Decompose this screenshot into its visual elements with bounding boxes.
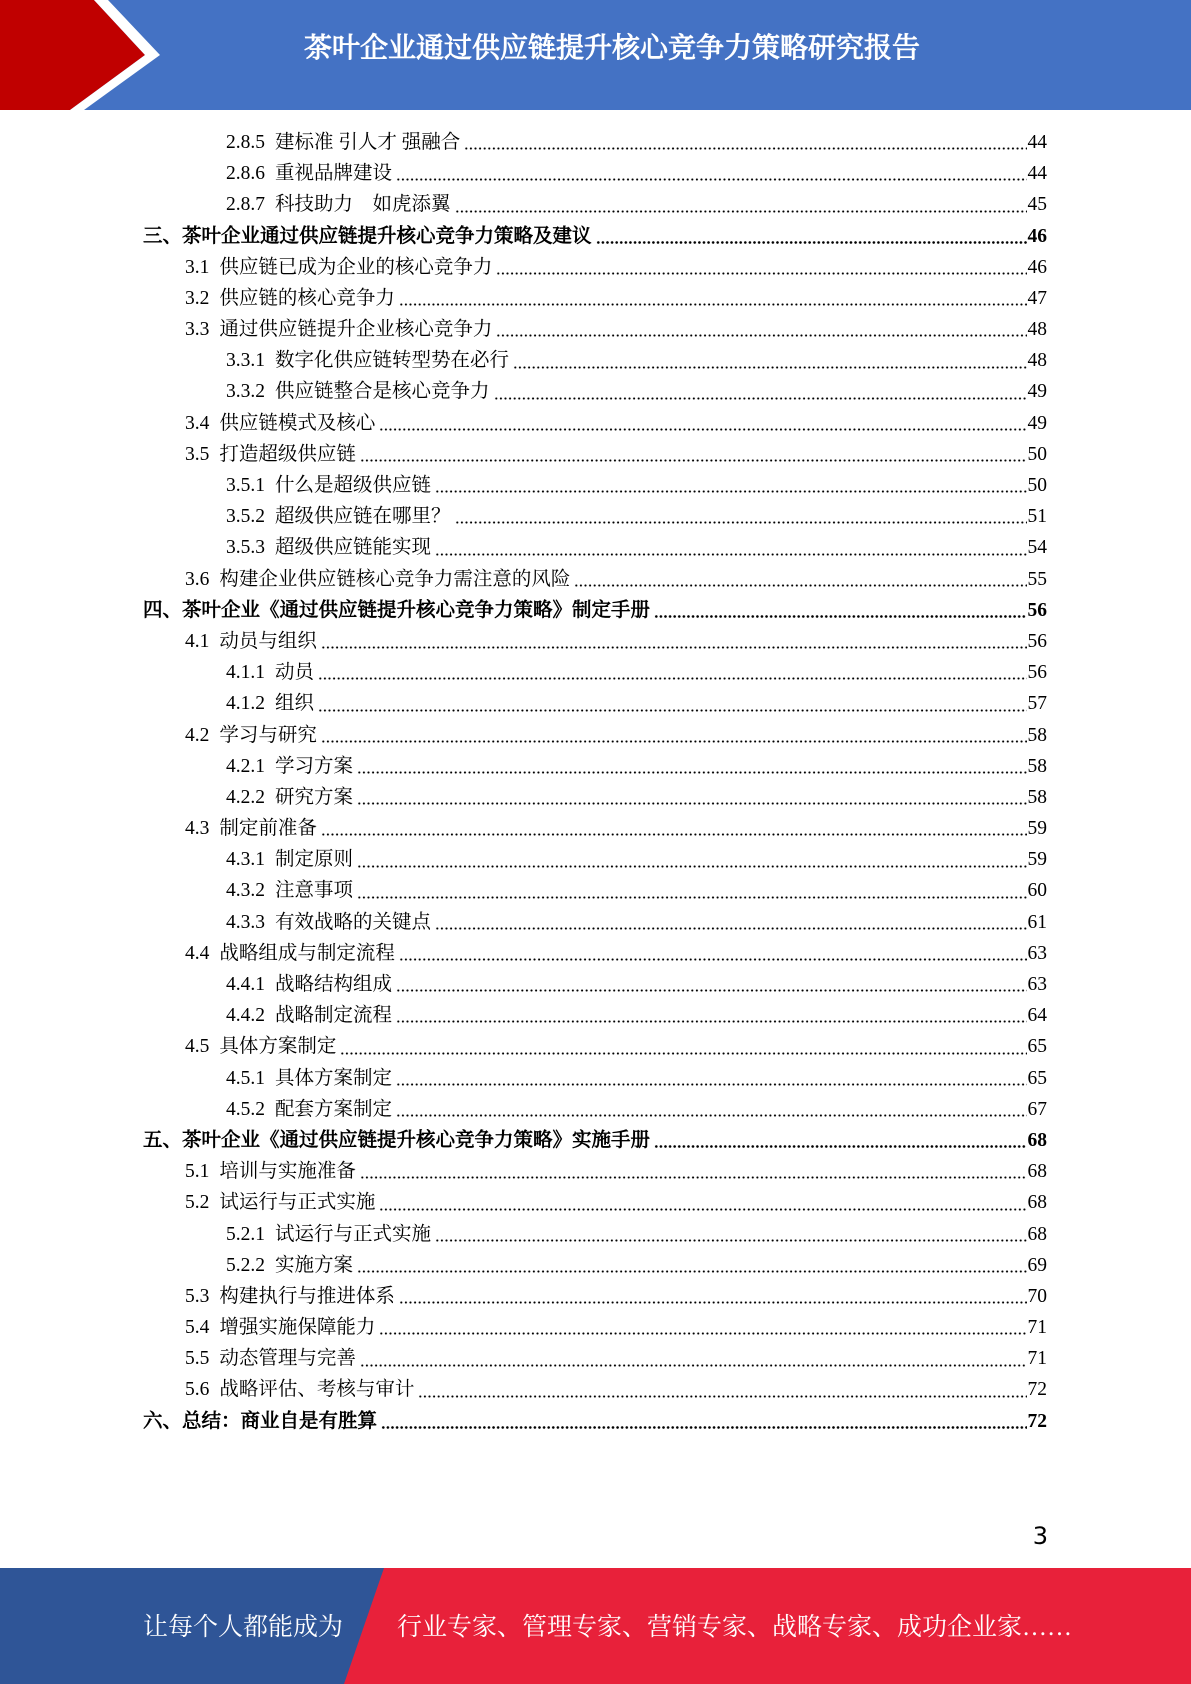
toc-subsection-entry[interactable]	[143, 844, 1047, 875]
toc-section-entry[interactable]	[143, 626, 1047, 657]
toc-entry-page: 56	[1027, 599, 1047, 621]
toc-entry-number: 三、	[143, 225, 183, 247]
toc-entry-title: 数字化供应链转型势在必行	[275, 350, 510, 372]
dot-leader	[357, 896, 1026, 899]
toc-entry-page: 68	[1027, 1223, 1047, 1245]
toc-section-entry[interactable]	[143, 1312, 1047, 1343]
toc-section-entry[interactable]	[143, 314, 1047, 345]
toc-subsection-entry[interactable]	[143, 470, 1047, 501]
toc-entry-title: 供应链整合是核心竞争力	[275, 381, 490, 403]
dot-leader	[464, 147, 1026, 150]
toc-entry-page: 44	[1027, 163, 1047, 185]
toc-entry-number: 3.5.3	[226, 537, 265, 559]
toc-subsection-entry[interactable]	[143, 1063, 1047, 1094]
toc-entry-title: 有效战略的关键点	[275, 911, 432, 933]
toc-entry-title: 战略制定流程	[275, 1005, 393, 1027]
toc-entry-page: 49	[1027, 381, 1047, 403]
dot-leader	[379, 1332, 1026, 1335]
toc-entry-page: 54	[1027, 537, 1047, 559]
toc-entry-number: 3.3.2	[226, 381, 265, 403]
toc-entry-page: 68	[1027, 1161, 1047, 1183]
toc-entry-number: 4.1.1	[226, 662, 265, 684]
dot-leader	[435, 1239, 1026, 1242]
dot-leader	[513, 366, 1026, 369]
footer-slogan: 让每个人都能成为	[143, 1614, 344, 1641]
toc-entry-title: 茶叶企业《通过供应链提升核心竞争力策略》实施手册	[182, 1129, 651, 1151]
toc-entry-title: 构建企业供应链核心竞争力需注意的风险	[219, 568, 571, 590]
toc-entry-page: 58	[1027, 724, 1047, 746]
dot-leader	[496, 334, 1026, 337]
toc-subsection-entry[interactable]	[143, 127, 1047, 158]
toc-entry-page: 48	[1027, 350, 1047, 372]
toc-entry-title: 什么是超级供应链	[275, 475, 432, 497]
toc-entry-title: 动员与组织	[219, 630, 317, 652]
dot-leader	[654, 615, 1026, 618]
toc-entry-number: 4.5.1	[226, 1067, 265, 1089]
toc-entry-title: 构建执行与推进体系	[219, 1285, 395, 1307]
toc-entry-number: 4.3.1	[226, 849, 265, 871]
toc-entry-number: 4.1	[185, 630, 210, 652]
toc-entry-number: 5.1	[185, 1161, 210, 1183]
toc-entry-number: 3.5.2	[226, 506, 265, 528]
dot-leader	[455, 210, 1027, 213]
toc-entry-title: 超级供应链在哪里？	[275, 506, 451, 528]
report-header-band	[0, 0, 1191, 110]
toc-entry-number: 5.2.2	[226, 1254, 265, 1276]
toc-chapter-entry[interactable]	[143, 221, 1047, 252]
toc-entry-number: 四、	[143, 599, 183, 621]
toc-entry-number: 3.4	[185, 412, 210, 434]
toc-entry-number: 5.3	[185, 1285, 210, 1307]
toc-entry-number: 4.2.1	[226, 755, 265, 777]
toc-entry-title: 重视品牌建设	[275, 163, 393, 185]
toc-entry-page: 51	[1027, 506, 1047, 528]
toc-entry-page: 58	[1027, 786, 1047, 808]
toc-subsection-entry[interactable]	[143, 158, 1047, 189]
toc-entry-page: 72	[1027, 1410, 1047, 1432]
toc-subsection-entry[interactable]	[143, 345, 1047, 376]
toc-subsection-entry[interactable]	[143, 657, 1047, 688]
toc-entry-number: 4.3	[185, 818, 210, 840]
toc-entry-page: 72	[1027, 1379, 1047, 1401]
dot-leader	[574, 584, 1026, 587]
toc-list	[143, 127, 1047, 1437]
toc-entry-page: 63	[1027, 942, 1047, 964]
toc-entry-number: 4.1.2	[226, 693, 265, 715]
toc-entry-page: 68	[1027, 1129, 1047, 1151]
dot-leader	[357, 865, 1026, 868]
dot-leader	[396, 1083, 1026, 1086]
toc-subsection-entry[interactable]	[143, 1094, 1047, 1125]
toc-section-entry[interactable]	[143, 1343, 1047, 1374]
toc-entry-number: 5.5	[185, 1348, 210, 1370]
toc-subsection-entry[interactable]	[143, 377, 1047, 408]
toc-entry-title: 总结：商业自是有胜算	[182, 1410, 378, 1432]
toc-section-entry[interactable]	[143, 813, 1047, 844]
toc-section-entry[interactable]	[143, 1281, 1047, 1312]
toc-entry-title: 注意事项	[275, 880, 354, 902]
toc-entry-number: 4.4	[185, 942, 210, 964]
toc-entry-title: 供应链模式及核心	[219, 412, 376, 434]
dot-leader	[340, 1052, 1026, 1055]
toc-entry-page: 47	[1027, 287, 1047, 309]
toc-entry-title: 战略组成与制定流程	[219, 942, 395, 964]
toc-entry-number: 3.6	[185, 568, 210, 590]
toc-entry-number: 3.5	[185, 443, 210, 465]
toc-subsection-entry[interactable]	[143, 688, 1047, 719]
toc-entry-title: 组织	[275, 693, 315, 715]
toc-entry-page: 60	[1027, 880, 1047, 902]
toc-chapter-entry[interactable]	[143, 1125, 1047, 1156]
toc-subsection-entry[interactable]	[143, 969, 1047, 1000]
page-number: 3	[1032, 1522, 1048, 1550]
toc-subsection-entry[interactable]	[143, 1000, 1047, 1031]
toc-subsection-entry[interactable]	[143, 782, 1047, 813]
toc-entry-number: 3.1	[185, 256, 210, 278]
toc-entry-page: 63	[1027, 974, 1047, 996]
toc-section-entry[interactable]	[143, 1187, 1047, 1218]
toc-entry-number: 4.5.2	[226, 1098, 265, 1120]
dot-leader	[379, 1208, 1026, 1211]
toc-entry-number: 五、	[143, 1129, 183, 1151]
toc-section-entry[interactable]	[143, 252, 1047, 283]
toc-entry-number: 4.3.3	[226, 911, 265, 933]
toc-entry-title: 实施方案	[275, 1254, 354, 1276]
dot-leader	[321, 740, 1027, 743]
toc-entry-page: 56	[1027, 662, 1047, 684]
toc-entry-title: 茶叶企业《通过供应链提升核心竞争力策略》制定手册	[182, 599, 651, 621]
toc-entry-page: 71	[1027, 1317, 1047, 1339]
dot-leader	[321, 833, 1027, 836]
toc-entry-number: 2.8.5	[226, 131, 265, 153]
dot-leader	[399, 958, 1027, 961]
toc-entry-title: 战略结构组成	[275, 974, 393, 996]
toc-entry-title: 试运行与正式实施	[219, 1192, 376, 1214]
toc-entry-title: 超级供应链能实现	[275, 537, 432, 559]
toc-entry-page: 70	[1027, 1285, 1047, 1307]
dot-leader	[596, 241, 1027, 244]
toc-subsection-entry[interactable]	[143, 907, 1047, 938]
toc-entry-number: 3.5.1	[226, 475, 265, 497]
toc-section-entry[interactable]	[143, 439, 1047, 470]
toc-entry-page: 58	[1027, 755, 1047, 777]
toc-entry-number: 3.2	[185, 287, 210, 309]
toc-entry-page: 64	[1027, 1005, 1047, 1027]
toc-entry-page: 59	[1027, 849, 1047, 871]
toc-entry-page: 55	[1027, 568, 1047, 590]
toc-section-entry[interactable]	[143, 283, 1047, 314]
toc-entry-number: 5.2	[185, 1192, 210, 1214]
dot-leader	[321, 646, 1027, 649]
toc-entry-number: 5.4	[185, 1317, 210, 1339]
toc-section-entry[interactable]	[143, 720, 1047, 751]
toc-entry-title: 动员	[275, 662, 315, 684]
dot-leader	[357, 1270, 1026, 1273]
toc-entry-title: 学习方案	[275, 755, 354, 777]
toc-entry-number: 4.4.1	[226, 974, 265, 996]
dot-leader	[360, 459, 1027, 462]
dot-leader	[318, 709, 1026, 712]
toc-entry-page: 65	[1027, 1067, 1047, 1089]
toc-section-entry[interactable]	[143, 938, 1047, 969]
toc-entry-number: 六、	[143, 1410, 183, 1432]
dot-leader	[396, 989, 1026, 992]
toc-entry-title: 供应链已成为企业的核心竞争力	[219, 256, 493, 278]
toc-subsection-entry[interactable]	[143, 1219, 1047, 1250]
toc-section-entry[interactable]	[143, 1031, 1047, 1062]
toc-subsection-entry[interactable]	[143, 501, 1047, 532]
toc-entry-page: 46	[1027, 256, 1047, 278]
toc-subsection-entry[interactable]	[143, 876, 1047, 907]
toc-entry-page: 71	[1027, 1348, 1047, 1370]
toc-entry-page: 65	[1027, 1036, 1047, 1058]
footer-roles: 行业专家、管理专家、营销专家、战略专家、成功企业家……	[397, 1614, 1073, 1641]
toc-entry-title: 制定原则	[275, 849, 354, 871]
dot-leader	[455, 521, 1027, 524]
toc-entry-title: 学习与研究	[219, 724, 317, 746]
footer-band	[0, 1568, 1191, 1684]
dot-leader	[360, 1364, 1027, 1367]
dot-leader	[381, 1426, 1026, 1429]
dot-leader	[396, 1114, 1026, 1117]
dot-leader	[435, 490, 1026, 493]
toc-entry-number: 2.8.7	[226, 194, 265, 216]
toc-subsection-entry[interactable]	[143, 751, 1047, 782]
toc-entry-title: 通过供应链提升企业核心竞争力	[219, 319, 493, 341]
toc-chapter-entry[interactable]	[143, 595, 1047, 626]
dot-leader	[435, 927, 1026, 930]
dot-leader	[418, 1395, 1026, 1398]
toc-entry-page: 46	[1027, 225, 1047, 247]
toc-section-entry[interactable]	[143, 564, 1047, 595]
toc-entry-title: 试运行与正式实施	[275, 1223, 432, 1245]
toc-entry-page: 49	[1027, 412, 1047, 434]
toc-entry-number: 5.2.1	[226, 1223, 265, 1245]
toc-entry-page: 68	[1027, 1192, 1047, 1214]
toc-subsection-entry[interactable]	[143, 532, 1047, 563]
toc-entry-number: 4.3.2	[226, 880, 265, 902]
dot-leader	[494, 397, 1027, 400]
dot-leader	[396, 178, 1026, 181]
toc-entry-page: 61	[1027, 911, 1047, 933]
toc-entry-page: 57	[1027, 693, 1047, 715]
toc-entry-title: 动态管理与完善	[219, 1348, 356, 1370]
toc-entry-number: 2.8.6	[226, 163, 265, 185]
toc-section-entry[interactable]	[143, 1375, 1047, 1406]
dot-leader	[654, 1145, 1026, 1148]
toc-section-entry[interactable]	[143, 408, 1047, 439]
toc-entry-title: 打造超级供应链	[219, 443, 356, 465]
dot-leader	[360, 1176, 1027, 1179]
toc-section-entry[interactable]	[143, 1156, 1047, 1187]
toc-entry-page: 50	[1027, 443, 1047, 465]
toc-entry-title: 具体方案制定	[219, 1036, 337, 1058]
report-title: 茶叶企业通过供应链提升核心竞争力策略研究报告	[303, 31, 920, 64]
toc-entry-title: 具体方案制定	[275, 1067, 393, 1089]
toc-entry-title: 战略评估、考核与审计	[219, 1379, 415, 1401]
toc-entry-page: 56	[1027, 630, 1047, 652]
toc-entry-page: 69	[1027, 1254, 1047, 1276]
dot-leader	[318, 677, 1026, 680]
toc-entry-number: 4.2	[185, 724, 210, 746]
toc-entry-title: 制定前准备	[219, 818, 317, 840]
toc-entry-number: 4.5	[185, 1036, 210, 1058]
toc-chapter-entry[interactable]	[143, 1406, 1047, 1437]
toc-entry-page: 44	[1027, 131, 1047, 153]
toc-entry-number: 3.3.1	[226, 350, 265, 372]
toc-entry-page: 48	[1027, 319, 1047, 341]
toc-entry-title: 培训与实施准备	[219, 1161, 356, 1183]
toc-entry-title: 供应链的核心竞争力	[219, 287, 395, 309]
toc-subsection-entry[interactable]	[143, 1250, 1047, 1281]
dot-leader	[357, 802, 1026, 805]
dot-leader	[496, 272, 1026, 275]
toc-entry-title: 茶叶企业通过供应链提升核心竞争力策略及建议	[182, 225, 592, 247]
toc-entry-title: 研究方案	[275, 786, 354, 808]
toc-entry-title: 配套方案制定	[275, 1098, 393, 1120]
dot-leader	[435, 553, 1026, 556]
toc-subsection-entry[interactable]	[143, 189, 1047, 220]
toc-entry-page: 45	[1027, 194, 1047, 216]
toc-entry-title: 科技助力 如虎添翼	[275, 194, 451, 216]
toc-entry-number: 4.4.2	[226, 1005, 265, 1027]
toc-entry-page: 59	[1027, 818, 1047, 840]
toc-entry-page: 67	[1027, 1098, 1047, 1120]
toc-entry-title: 增强实施保障能力	[219, 1317, 376, 1339]
dot-leader	[399, 1301, 1027, 1304]
toc-entry-number: 4.2.2	[226, 786, 265, 808]
dot-leader	[357, 771, 1026, 774]
dot-leader	[396, 1020, 1026, 1023]
toc-entry-page: 50	[1027, 475, 1047, 497]
dot-leader	[379, 428, 1026, 431]
toc-entry-number: 3.3	[185, 319, 210, 341]
toc-entry-title: 建标准 引人才 强融合	[275, 131, 461, 153]
toc-entry-number: 5.6	[185, 1379, 210, 1401]
dot-leader	[399, 303, 1027, 306]
